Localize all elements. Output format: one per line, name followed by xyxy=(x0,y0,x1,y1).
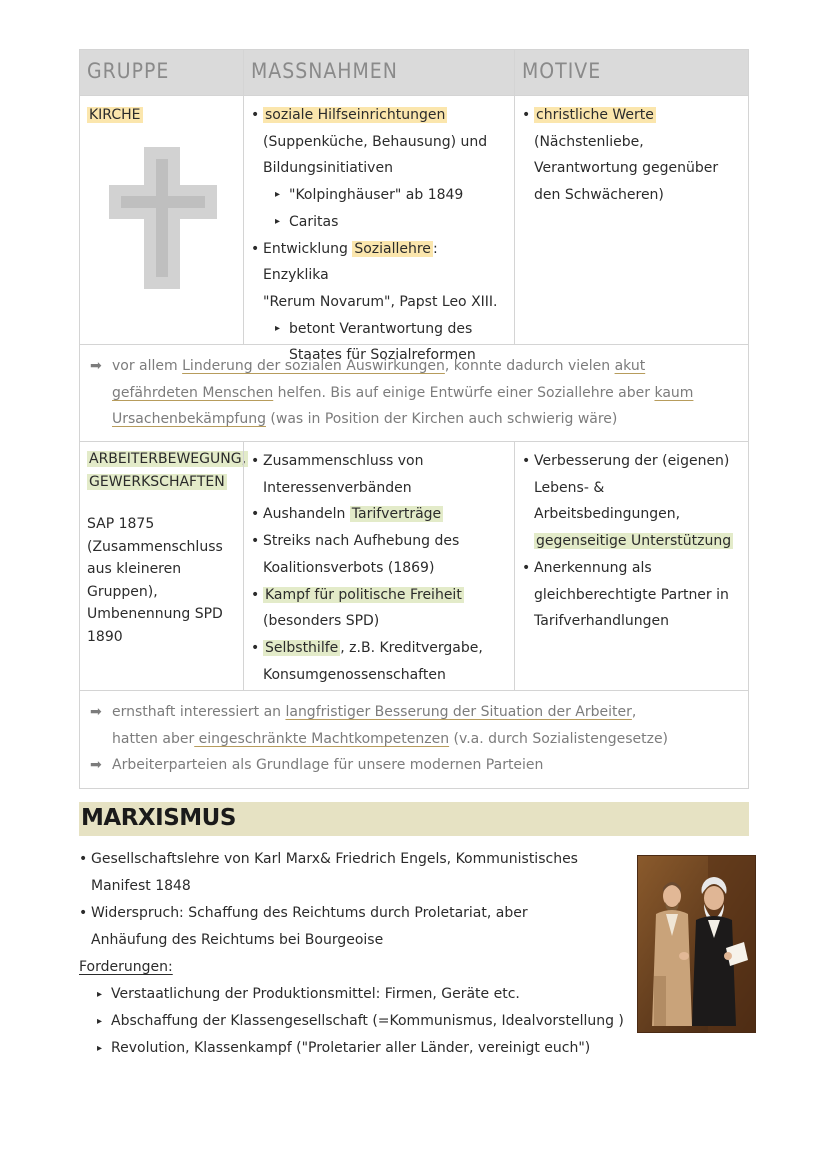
kirche-group-cell xyxy=(80,96,243,344)
text: Entwicklung xyxy=(263,240,353,257)
marxismus-heading-bar xyxy=(79,802,749,836)
arrow-icon: ➡ xyxy=(90,704,102,720)
highlight-text: Soziallehre xyxy=(354,240,431,257)
cross-icon xyxy=(109,147,217,289)
list-item: • Anerkennung als gleichberechtigte Partner in Tarifverhandlungen xyxy=(522,555,741,635)
text: Bildungsinitiativen xyxy=(263,160,393,177)
list-item: • Gesellschaftslehre von Karl Marx& Friedrich Engels, Kommunistisches Manifest 1848 xyxy=(79,846,634,900)
kirche-massnahmen-cell xyxy=(243,96,514,364)
arrow-icon: ➡ xyxy=(90,358,102,374)
highlight-text: christliche Werte xyxy=(536,107,654,123)
highlight-text: gegenseitige Unterstützung xyxy=(536,533,732,550)
sub-list-item: ▸ Revolution, Klassenkampf ("Proletarier aller Länder, vereinigt euch") xyxy=(79,1035,634,1062)
table-header-row xyxy=(80,50,748,95)
text: (Nächstenliebe, xyxy=(534,133,644,150)
list-item: • Widerspruch: Schaffung des Reichtums durch Proletariat, aber Anhäufung des Reichtums bei Bourgeoise xyxy=(79,900,634,954)
header-massnahmen: MASSNAHMEN xyxy=(243,50,514,95)
header-gruppe: GRUPPE xyxy=(87,59,170,83)
arbeiter-summary xyxy=(80,691,748,788)
sub-list-item: ▸ "Kolpinghäuser" ab 1849 xyxy=(263,182,507,209)
list-item xyxy=(522,102,741,209)
arbeiter-motive-cell xyxy=(514,442,748,690)
text: (Suppenküche, Behausung) und xyxy=(263,133,488,150)
table-row-kirche xyxy=(80,95,748,364)
highlight-text: Kampf für politische Freiheit xyxy=(265,586,462,603)
arrow-icon: ➡ xyxy=(90,757,102,774)
highlight-text: Tarifverträge xyxy=(351,506,442,523)
text: : Enzyklika xyxy=(263,240,438,284)
list-item: • Streiks nach Aufhebung des Koalitionsverbots (1869) xyxy=(251,528,507,581)
summary-line: ➡ vor allem Linderung der sozialen Auswirkungen, konnte dadurch vielen akut gefährdeten Menschen helfen. Bis auf einige Entwürfe einer Soziallehre aber kaum Ursachenbekämpfung (was in Position der Kirchen auch schwierig wäre) xyxy=(90,353,738,433)
list-item: • Selbsthilfe , z.B. Kreditvergabe, Konsumgenossenschaften xyxy=(251,635,507,688)
sub-list-item: ▸ Verstaatlichung der Produktionsmittel: Firmen, Geräte etc. xyxy=(79,981,634,1008)
kirche-summary-row xyxy=(80,344,748,441)
text: den Schwächeren) xyxy=(534,187,664,204)
sub-list-item: ▸ Abschaffung der Klassengesellschaft (=Kommunismus, Idealvorstellung ) xyxy=(79,1008,634,1035)
text: "Rerum Novarum", Papst Leo XIII. xyxy=(263,293,498,310)
text: Staates für Sozialreformen xyxy=(289,347,476,364)
arbeiter-massnahmen-cell xyxy=(243,442,514,690)
marxismus-body xyxy=(79,846,634,1062)
text: betont Verantwortung des xyxy=(289,320,473,337)
spd-note: SAP 1875 (Zusammenschluss aus kleineren Gruppen), Umbenennung SPD 1890 xyxy=(87,516,223,645)
social-question-table xyxy=(79,49,749,789)
kirche-label: KIRCHE xyxy=(89,107,141,123)
list-item: • Kampf für politische Freiheit (besonders SPD) xyxy=(251,582,507,635)
highlight-text: soziale Hilfseinrichtungen xyxy=(265,107,446,123)
highlight-text: ARBEITERBEWEGUNG, xyxy=(89,451,247,467)
table-row-arbeiter xyxy=(80,441,748,690)
kirche-summary xyxy=(80,345,748,441)
header-motive: MOTIVE xyxy=(514,50,748,95)
arbeiter-summary-row xyxy=(80,690,748,788)
marx-engels-painting xyxy=(637,855,756,1033)
summary-line: ➡ Arbeiterparteien als Grundlage für unsere modernen Parteien xyxy=(90,752,738,779)
forderungen-label: Forderungen: xyxy=(79,959,173,975)
list-item: • Zusammenschluss von Interessenverbänden xyxy=(251,448,507,501)
summary-line: ➡ ernsthaft interessiert an langfristiger Besserung der Situation der Arbeiter, hatten aber eingeschränkte Machtkompetenzen (v.a. durch Sozialistengesetze) xyxy=(90,699,738,752)
list-item xyxy=(251,236,507,370)
painting-image xyxy=(638,856,755,1032)
text: Verantwortung gegenüber xyxy=(534,160,719,177)
marxismus-title: MARXISMUS xyxy=(81,805,236,831)
highlight-text: Selbsthilfe xyxy=(265,639,339,656)
highlight-text: GEWERKSCHAFTEN xyxy=(89,473,225,490)
sub-list-item: ▸ Caritas xyxy=(263,209,507,236)
list-item: • Verbesserung der (eigenen) Lebens- & Arbeitsbedingungen, gegenseitige Unterstützung xyxy=(522,448,741,555)
list-item: • Aushandeln Tarifverträge xyxy=(251,501,507,528)
kirche-motive-cell xyxy=(514,96,748,344)
arbeiter-group-cell xyxy=(80,442,247,690)
list-item xyxy=(251,102,507,236)
